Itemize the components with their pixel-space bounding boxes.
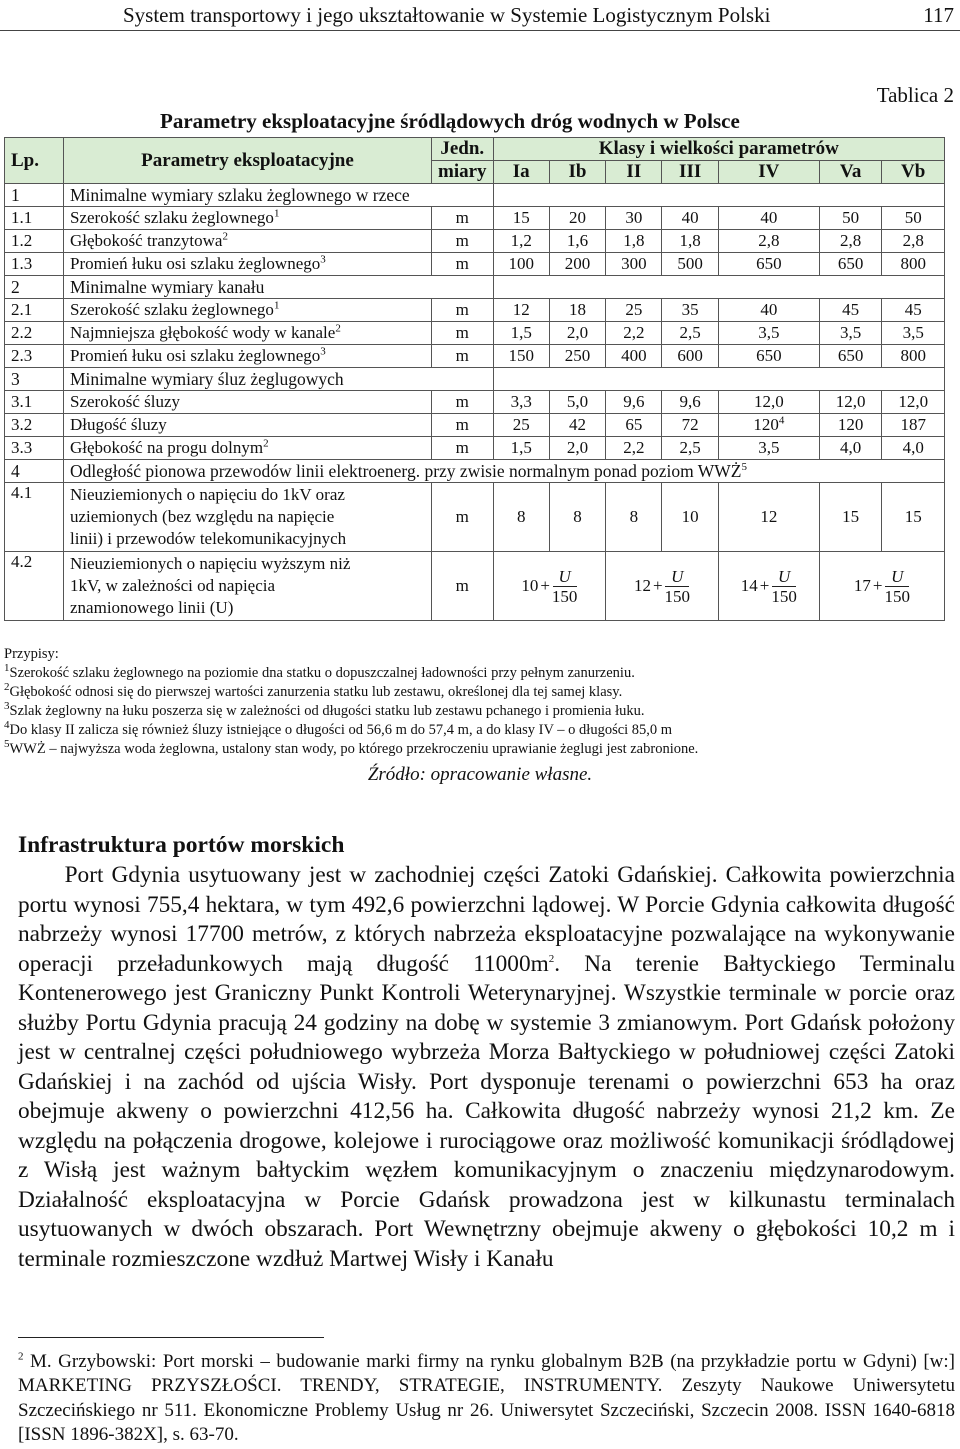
cell-value: 65 <box>606 414 662 437</box>
row-lp: 3.1 <box>5 391 64 414</box>
footnote: $^2$ M. Grzybowski: Port morski – budowanie marki firmy na rynku globalnym B2B (na przykładzie portu w Gdyni) [w:] MARKETING PRZYSZŁOŚCI. TRENDY, STRATEGIE, INSTRUMENTY. Zeszyty Naukowe Uniwersytetu Szczecińskiego nr 511. Ekonomiczne Problemy Usług nr 26. Uniwersytet Szczeciński, Szczecin 2008. ISSN 1640-6818 [ISSN 1896-382X], s. 63-70. <box>18 1350 955 1445</box>
cell-value: 800 <box>882 345 945 368</box>
footnote-rule <box>18 1337 324 1338</box>
cell-value: 15 <box>819 483 882 552</box>
row-param: Promień łuku osi szlaku żeglownego$^3$ <box>64 253 432 276</box>
cell-value: 15 <box>882 483 945 552</box>
row-lp: 3.2 <box>5 414 64 437</box>
cell-value: 100 <box>493 253 549 276</box>
cell-value: 2,0 <box>549 322 605 345</box>
formula-cell: 12 + U 150 <box>606 552 719 621</box>
row-unit: m <box>432 414 494 437</box>
cell-value: 8 <box>549 483 605 552</box>
cell-value: 1,2 <box>493 230 549 253</box>
cell-value: 1,8 <box>606 230 662 253</box>
row-lp: 1.3 <box>5 253 64 276</box>
cell-value: 800 <box>882 253 945 276</box>
table-source: Źródło: opracowanie własne. <box>367 764 593 785</box>
note-1: $^1$Szerokość szlaku żeglownego na poziomie dna statku o dopuszczalnej ładowności przy pełnym zanurzeniu. <box>4 662 635 681</box>
table-row <box>5 207 945 230</box>
row-unit: m <box>432 253 494 276</box>
cell-value: 3,5 <box>819 322 882 345</box>
cell-value: 12,0 <box>718 391 819 414</box>
cell-value: 30 <box>606 207 662 230</box>
row-lp: 1.1 <box>5 207 64 230</box>
cell-value: 35 <box>662 299 718 322</box>
row-lp: 4.2 <box>5 552 64 621</box>
col-class-ib: Ib <box>549 161 605 184</box>
table-row <box>5 437 945 460</box>
row-param: Długość śluzy <box>64 414 432 437</box>
cell-value: 4,0 <box>819 437 882 460</box>
table-row <box>5 414 945 437</box>
table-row <box>5 230 945 253</box>
table-section-row <box>5 460 945 483</box>
row-unit: m <box>432 437 494 460</box>
section-title: Odległość pionowa przewodów linii elektroenerg. przy zwisie normalnym ponad poziom WWŻ$^5$ <box>64 460 945 483</box>
col-params: Parametry eksploatacyjne <box>64 138 432 184</box>
col-class-va: Va <box>819 161 882 184</box>
cell-value: 2,8 <box>819 230 882 253</box>
row-param: Nieuziemionych o napięciu do 1kV oraz uziemionych (bez względu na napięcie linii) i przewodów telekomunikacyjnych <box>64 483 432 552</box>
section-empty <box>493 368 944 391</box>
note-2: $^2$Głębokość odnosi się do pierwszej wartości zanurzenia statku lub zestawu, określonej dla tej samej klasy. <box>4 681 623 700</box>
row-unit: m <box>432 391 494 414</box>
cell-value: 3,5 <box>718 437 819 460</box>
cell-value: 8 <box>606 483 662 552</box>
table-notes <box>4 645 954 759</box>
table-row <box>5 483 945 552</box>
col-class-ia: Ia <box>493 161 549 184</box>
row-lp: 2.2 <box>5 322 64 345</box>
table-row <box>5 391 945 414</box>
cell-value: 10 <box>662 483 718 552</box>
row-unit: m <box>432 299 494 322</box>
row-param: Głębokość tranzytowa$^2$ <box>64 230 432 253</box>
table-row <box>5 299 945 322</box>
formula-cell: 10 + U 150 <box>493 552 606 621</box>
section-title: Minimalne wymiary szlaku żeglownego w rzece <box>64 184 494 207</box>
cell-value: 400 <box>606 345 662 368</box>
section-lp: 1 <box>5 184 64 207</box>
formula-cell: 17 + U 150 <box>819 552 944 621</box>
cell-value: 25 <box>606 299 662 322</box>
cell-value: 200 <box>549 253 605 276</box>
table-section-row <box>5 276 945 299</box>
cell-value: 45 <box>882 299 945 322</box>
section-empty <box>493 276 944 299</box>
cell-value: 1,5 <box>493 322 549 345</box>
cell-value: 120 <box>819 414 882 437</box>
cell-value: 50 <box>882 207 945 230</box>
row-lp: 4.1 <box>5 483 64 552</box>
table-caption: Parametry eksploatacyjne śródlądowych dróg wodnych w Polsce <box>160 109 740 133</box>
cell-value: 5,0 <box>549 391 605 414</box>
cell-value: 500 <box>662 253 718 276</box>
header-rule <box>0 30 960 31</box>
page-number: 117 <box>923 3 954 27</box>
cell-value: 15 <box>493 207 549 230</box>
section-title: Minimalne wymiary kanału <box>64 276 494 299</box>
cell-value: 2,2 <box>606 437 662 460</box>
cell-value: 12 <box>493 299 549 322</box>
cell-value: 40 <box>718 207 819 230</box>
cell-value: 18 <box>549 299 605 322</box>
cell-value: 42 <box>549 414 605 437</box>
cell-value: 2,5 <box>662 322 718 345</box>
cell-value: 187 <box>882 414 945 437</box>
parameters-table <box>4 137 945 621</box>
table-row <box>5 253 945 276</box>
cell-value: 1,8 <box>662 230 718 253</box>
section-lp: 4 <box>5 460 64 483</box>
cell-value: 1,6 <box>549 230 605 253</box>
row-unit: m <box>432 483 494 552</box>
section-lp: 2 <box>5 276 64 299</box>
formula-cell: 14 + U 150 <box>718 552 819 621</box>
col-class-iii: III <box>662 161 718 184</box>
row-lp: 1.2 <box>5 230 64 253</box>
cell-value: 2,8 <box>882 230 945 253</box>
cell-value: 650 <box>819 253 882 276</box>
row-param: Głębokość na progu dolnym$^2$ <box>64 437 432 460</box>
table-section-row <box>5 368 945 391</box>
row-param: Szerokość śluzy <box>64 391 432 414</box>
section-lp: 3 <box>5 368 64 391</box>
row-param: Najmniejsza głębokość wody w kanale$^2$ <box>64 322 432 345</box>
cell-value: 150 <box>493 345 549 368</box>
cell-value: 40 <box>662 207 718 230</box>
cell-value: 40 <box>718 299 819 322</box>
cell-value: 45 <box>819 299 882 322</box>
col-unit-1: Jedn. <box>432 138 494 161</box>
running-header <box>0 0 960 30</box>
running-title: System transportowy i jego ukształtowanie w Systemie Logistycznym Polski <box>123 3 771 27</box>
section-title: Minimalne wymiary śluz żeglugowych <box>64 368 494 391</box>
row-param: Promień łuku osi szlaku żeglownego$^3$ <box>64 345 432 368</box>
cell-value: 4,0 <box>882 437 945 460</box>
cell-value: 300 <box>606 253 662 276</box>
section-heading: Infrastruktura portów morskich <box>18 832 345 858</box>
table-row <box>5 322 945 345</box>
row-param: Szerokość szlaku żeglownego$^1$ <box>64 299 432 322</box>
cell-value: 2,5 <box>662 437 718 460</box>
cell-value: 25 <box>493 414 549 437</box>
col-class-vb: Vb <box>882 161 945 184</box>
cell-value: 9,6 <box>662 391 718 414</box>
cell-value: 2,0 <box>549 437 605 460</box>
cell-value: 3,5 <box>882 322 945 345</box>
cell-value: 20 <box>549 207 605 230</box>
note-3: $^3$Szlak żeglowny na łuku poszerza się w zależności od długości statku lub zestawu pchanego i promienia łuku. <box>4 700 645 719</box>
cell-value: 650 <box>819 345 882 368</box>
col-class-ii: II <box>606 161 662 184</box>
row-unit: m <box>432 345 494 368</box>
row-unit: m <box>432 207 494 230</box>
row-unit: m <box>432 552 494 621</box>
section-empty <box>493 184 944 207</box>
table-row <box>5 552 945 621</box>
cell-value: 600 <box>662 345 718 368</box>
cell-value: 2,2 <box>606 322 662 345</box>
col-classes: Klasy i wielkości parametrów <box>493 138 944 161</box>
row-param: Szerokość szlaku żeglownego$^1$ <box>64 207 432 230</box>
cell-value: 12,0 <box>882 391 945 414</box>
cell-value: 3,5 <box>718 322 819 345</box>
cell-value: 9,6 <box>606 391 662 414</box>
cell-value: 72 <box>662 414 718 437</box>
body-paragraph: Port Gdynia usytuowany jest w zachodniej części Zatoki Gdańskiej. Całkowita powierzchnia portu wynosi 755,4 hektara, w tym 492,6 powierzchni lądowej. W Porcie Gdynia całkowita długość nabrzeży wynosi 17700 metrów, z których nabrzeża eksploatacyjne pozwalające na wykonywanie operacji przeładunkowych mają długość $11000m^2$. Na terenie Bałtyckiego Terminalu Kontenerowego jest Graniczny Punkt Kontroli Weterynaryjnej. Wszystkie terminale w porcie oraz służby Portu Gdynia pracują 24 godziny na dobę w systemie 3 zmianowym. Port Gdańsk położony jest w centralnej części południowego wybrzeża Morza Bałtyckiego w południowej części Zatoki Gdańskiej i na zachód od ujścia Wisły. Port dysponuje terenami o powierzchni 653 ha oraz obejmuje akweny o powierzchni 412,56 ha. Całkowita długość nabrzeży wynosi 21,2 km. Ze względu na połączenia drogowe, kolejowe i rurociągowe oraz możliwość komunikacji śródlądowej z Wisłą jest ważnym bałtyckim węzłem komunikacyjnym o znaczeniu międzynarodowym. Działalność eksploatacyjna w Porcie Gdańsk prowadzona jest w kilkunastu terminalach usytuowanych w dwóch obszarach. Port Wewnętrzny obejmuje akweny o głębokości 10,2 m i terminale rozmieszczone wzdłuż Martwej Wisły i Kanału <box>18 862 956 1272</box>
col-class-iv: IV <box>718 161 819 184</box>
table-section-row <box>5 184 945 207</box>
row-unit: m <box>432 322 494 345</box>
note-5: $^5$WWŻ – najwyższa woda żeglowna, ustalony stan wody, po którego przekroczeniu uprawianie żeglugi jest zabronione. <box>4 738 699 757</box>
cell-value: 650 <box>718 345 819 368</box>
row-param: Nieuziemionych o napięciu wyższym niż 1kV, w zależności od napięcia znamionowego linii (U) <box>64 552 432 621</box>
row-lp: 2.3 <box>5 345 64 368</box>
cell-value: 3,3 <box>493 391 549 414</box>
cell-value: 1,5 <box>493 437 549 460</box>
row-lp: 2.1 <box>5 299 64 322</box>
cell-value: 12,0 <box>819 391 882 414</box>
notes-title: Przypisy: <box>4 646 59 662</box>
cell-value: $120^4$ <box>718 414 819 437</box>
col-unit-2: miary <box>432 161 494 184</box>
table-label: Tablica 2 <box>876 83 954 107</box>
row-unit: m <box>432 230 494 253</box>
table-row <box>5 345 945 368</box>
cell-value: 8 <box>493 483 549 552</box>
cell-value: 2,8 <box>718 230 819 253</box>
cell-value: 650 <box>718 253 819 276</box>
cell-value: 12 <box>718 483 819 552</box>
cell-value: 50 <box>819 207 882 230</box>
cell-value: 250 <box>549 345 605 368</box>
note-4: $^4$Do klasy II zalicza się również śluzy istniejące o długości od 56,6 m do 57,4 m, a do klasy IV – o długości 85,0 m <box>4 719 673 738</box>
col-lp: Lp. <box>5 138 64 184</box>
row-lp: 3.3 <box>5 437 64 460</box>
